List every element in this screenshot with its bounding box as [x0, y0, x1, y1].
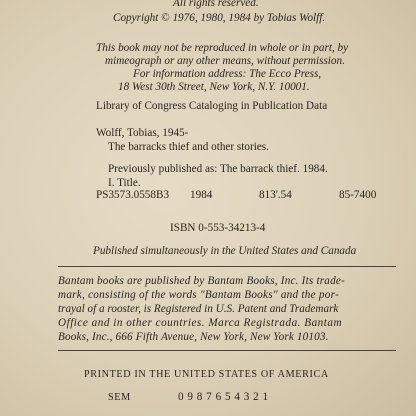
rights-reserved: All rights reserved. — [173, 0, 259, 9]
printing-numbers: 0 9 8 7 6 5 4 3 2 1 — [178, 391, 269, 403]
cip-call-number: PS3573.0558B3 — [96, 189, 170, 201]
trademark-line-1: Bantam books are published by Bantam Books, Inc. Its trade- — [58, 275, 345, 287]
published-simultaneously: Published simultaneously in the United States and Canada — [93, 245, 357, 257]
trademark-line-5: Books, Inc., 666 Fifth Avenue, New York, New York 10103. — [58, 331, 329, 343]
cip-year: 1984 — [190, 189, 213, 201]
divider-top — [58, 266, 396, 267]
isbn: ISBN 0-553-34213-4 — [170, 222, 266, 234]
printing-line — [0, 391, 416, 405]
cip-title: The barracks thief and other stories. — [108, 141, 269, 153]
copyright-line: Copyright © 1976, 1980, 1984 by Tobias Wolff. — [113, 12, 326, 24]
notice-line-4: 18 West 30th Street, New York, N.Y. 10001. — [118, 81, 310, 93]
cip-author: Wolff, Tobias, 1945- — [96, 127, 189, 139]
trademark-line-3: trayal of a rooster, is Registered in U.S. Patent and Trademark — [58, 303, 339, 315]
cip-classification-row — [0, 189, 416, 203]
trademark-line-2: mark, consisting of the words "Bantam Books" and the por- — [58, 289, 339, 301]
cip-heading: Library of Congress Cataloging in Publication Data — [96, 100, 328, 112]
printed-in-usa: PRINTED IN THE UNITED STATES OF AMERICA — [84, 369, 329, 380]
cip-subject: I. Title. — [108, 177, 141, 189]
notice-line-3: For information address: The Ecco Press, — [133, 68, 322, 80]
printing-code: SEM — [108, 392, 131, 403]
cip-previous: Previously published as: The barrack thief. 1984. — [108, 163, 328, 175]
cip-lccn: 85-7400 — [339, 189, 377, 201]
divider-bottom — [58, 350, 396, 351]
cip-dewey: 813'.54 — [259, 189, 292, 201]
trademark-line-4: Office and in other countries. Marca Registrada. Bantam — [58, 317, 343, 329]
notice-line-2: mimeograph or any other means, without permission. — [105, 55, 345, 67]
notice-line-1: This book may not be reproduced in whole or in part, by — [96, 42, 349, 54]
